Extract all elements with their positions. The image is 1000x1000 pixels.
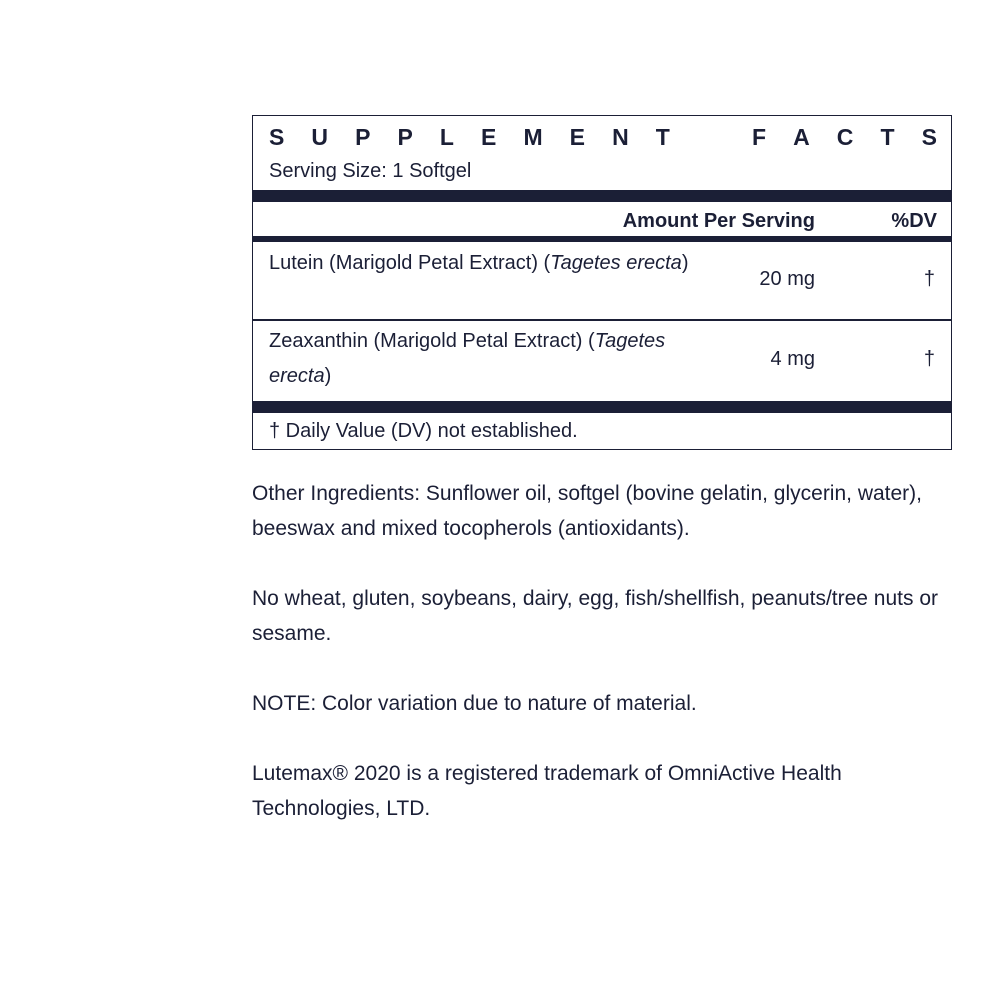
medium-divider: [253, 236, 951, 242]
nutrient-row: [253, 324, 951, 400]
title-letter: M: [523, 123, 543, 150]
title-letter: T: [880, 123, 895, 150]
title-letter: P: [397, 123, 413, 150]
nutrient-name: [269, 246, 689, 281]
title-letter: S: [921, 123, 937, 150]
color-note: NOTE: Color variation due to nature of material.: [252, 692, 697, 715]
title-letter: L: [439, 123, 454, 150]
title-letter: N: [612, 123, 629, 150]
title-letter: P: [355, 123, 371, 150]
dv-footnote: † Daily Value (DV) not established.: [269, 420, 578, 442]
title-letter: T: [655, 123, 670, 150]
allergen-statement: No wheat, gluten, soybeans, dairy, egg, fish/shellfish, peanuts/tree nuts or sesame.: [252, 587, 939, 645]
title-letter: S: [269, 123, 285, 150]
botanical-name: Tagetes erecta: [269, 330, 666, 387]
nutrient-amount: 20 mg: [759, 268, 815, 290]
title-letter: C: [836, 123, 854, 150]
title-letter: A: [793, 123, 810, 150]
thick-divider: [253, 401, 951, 413]
title-letter: E: [481, 123, 497, 150]
nutrient-name-text: Zeaxanthin (Marigold Petal Extract) (: [269, 330, 595, 352]
dv-header: %DV: [891, 210, 937, 232]
nutrient-dv: †: [923, 348, 935, 370]
supplement-facts-title: [269, 122, 937, 152]
supplement-facts-panel: [252, 115, 952, 450]
nutrient-dv: †: [923, 268, 935, 290]
nutrient-name-text: Lutein (Marigold Petal Extract) (: [269, 252, 551, 274]
title-letter: U: [311, 123, 329, 150]
botanical-name: Tagetes erecta: [550, 252, 682, 274]
other-ingredients-text: Other Ingredients: Sunflower oil, softgel (bovine gelatin, glycerin, water), beeswax and mixed tocopherols (antioxidants).: [252, 482, 923, 540]
thick-divider: [253, 190, 951, 202]
nutrient-amount: 4 mg: [770, 348, 815, 370]
amount-per-serving-header: Amount Per Serving: [622, 210, 815, 232]
trademark-notice: Lutemax® 2020 is a registered trademark of OmniActive Health Technologies, LTD.: [252, 762, 842, 820]
nutrient-name-close: ): [324, 365, 332, 387]
nutrient-name: [269, 324, 689, 394]
nutrient-name-close: ): [681, 252, 689, 274]
title-letter: F: [751, 123, 767, 150]
title-letter: E: [569, 123, 586, 150]
serving-size: Serving Size: 1 Softgel: [269, 160, 472, 182]
row-divider: [253, 319, 951, 321]
nutrient-row: [253, 246, 951, 318]
